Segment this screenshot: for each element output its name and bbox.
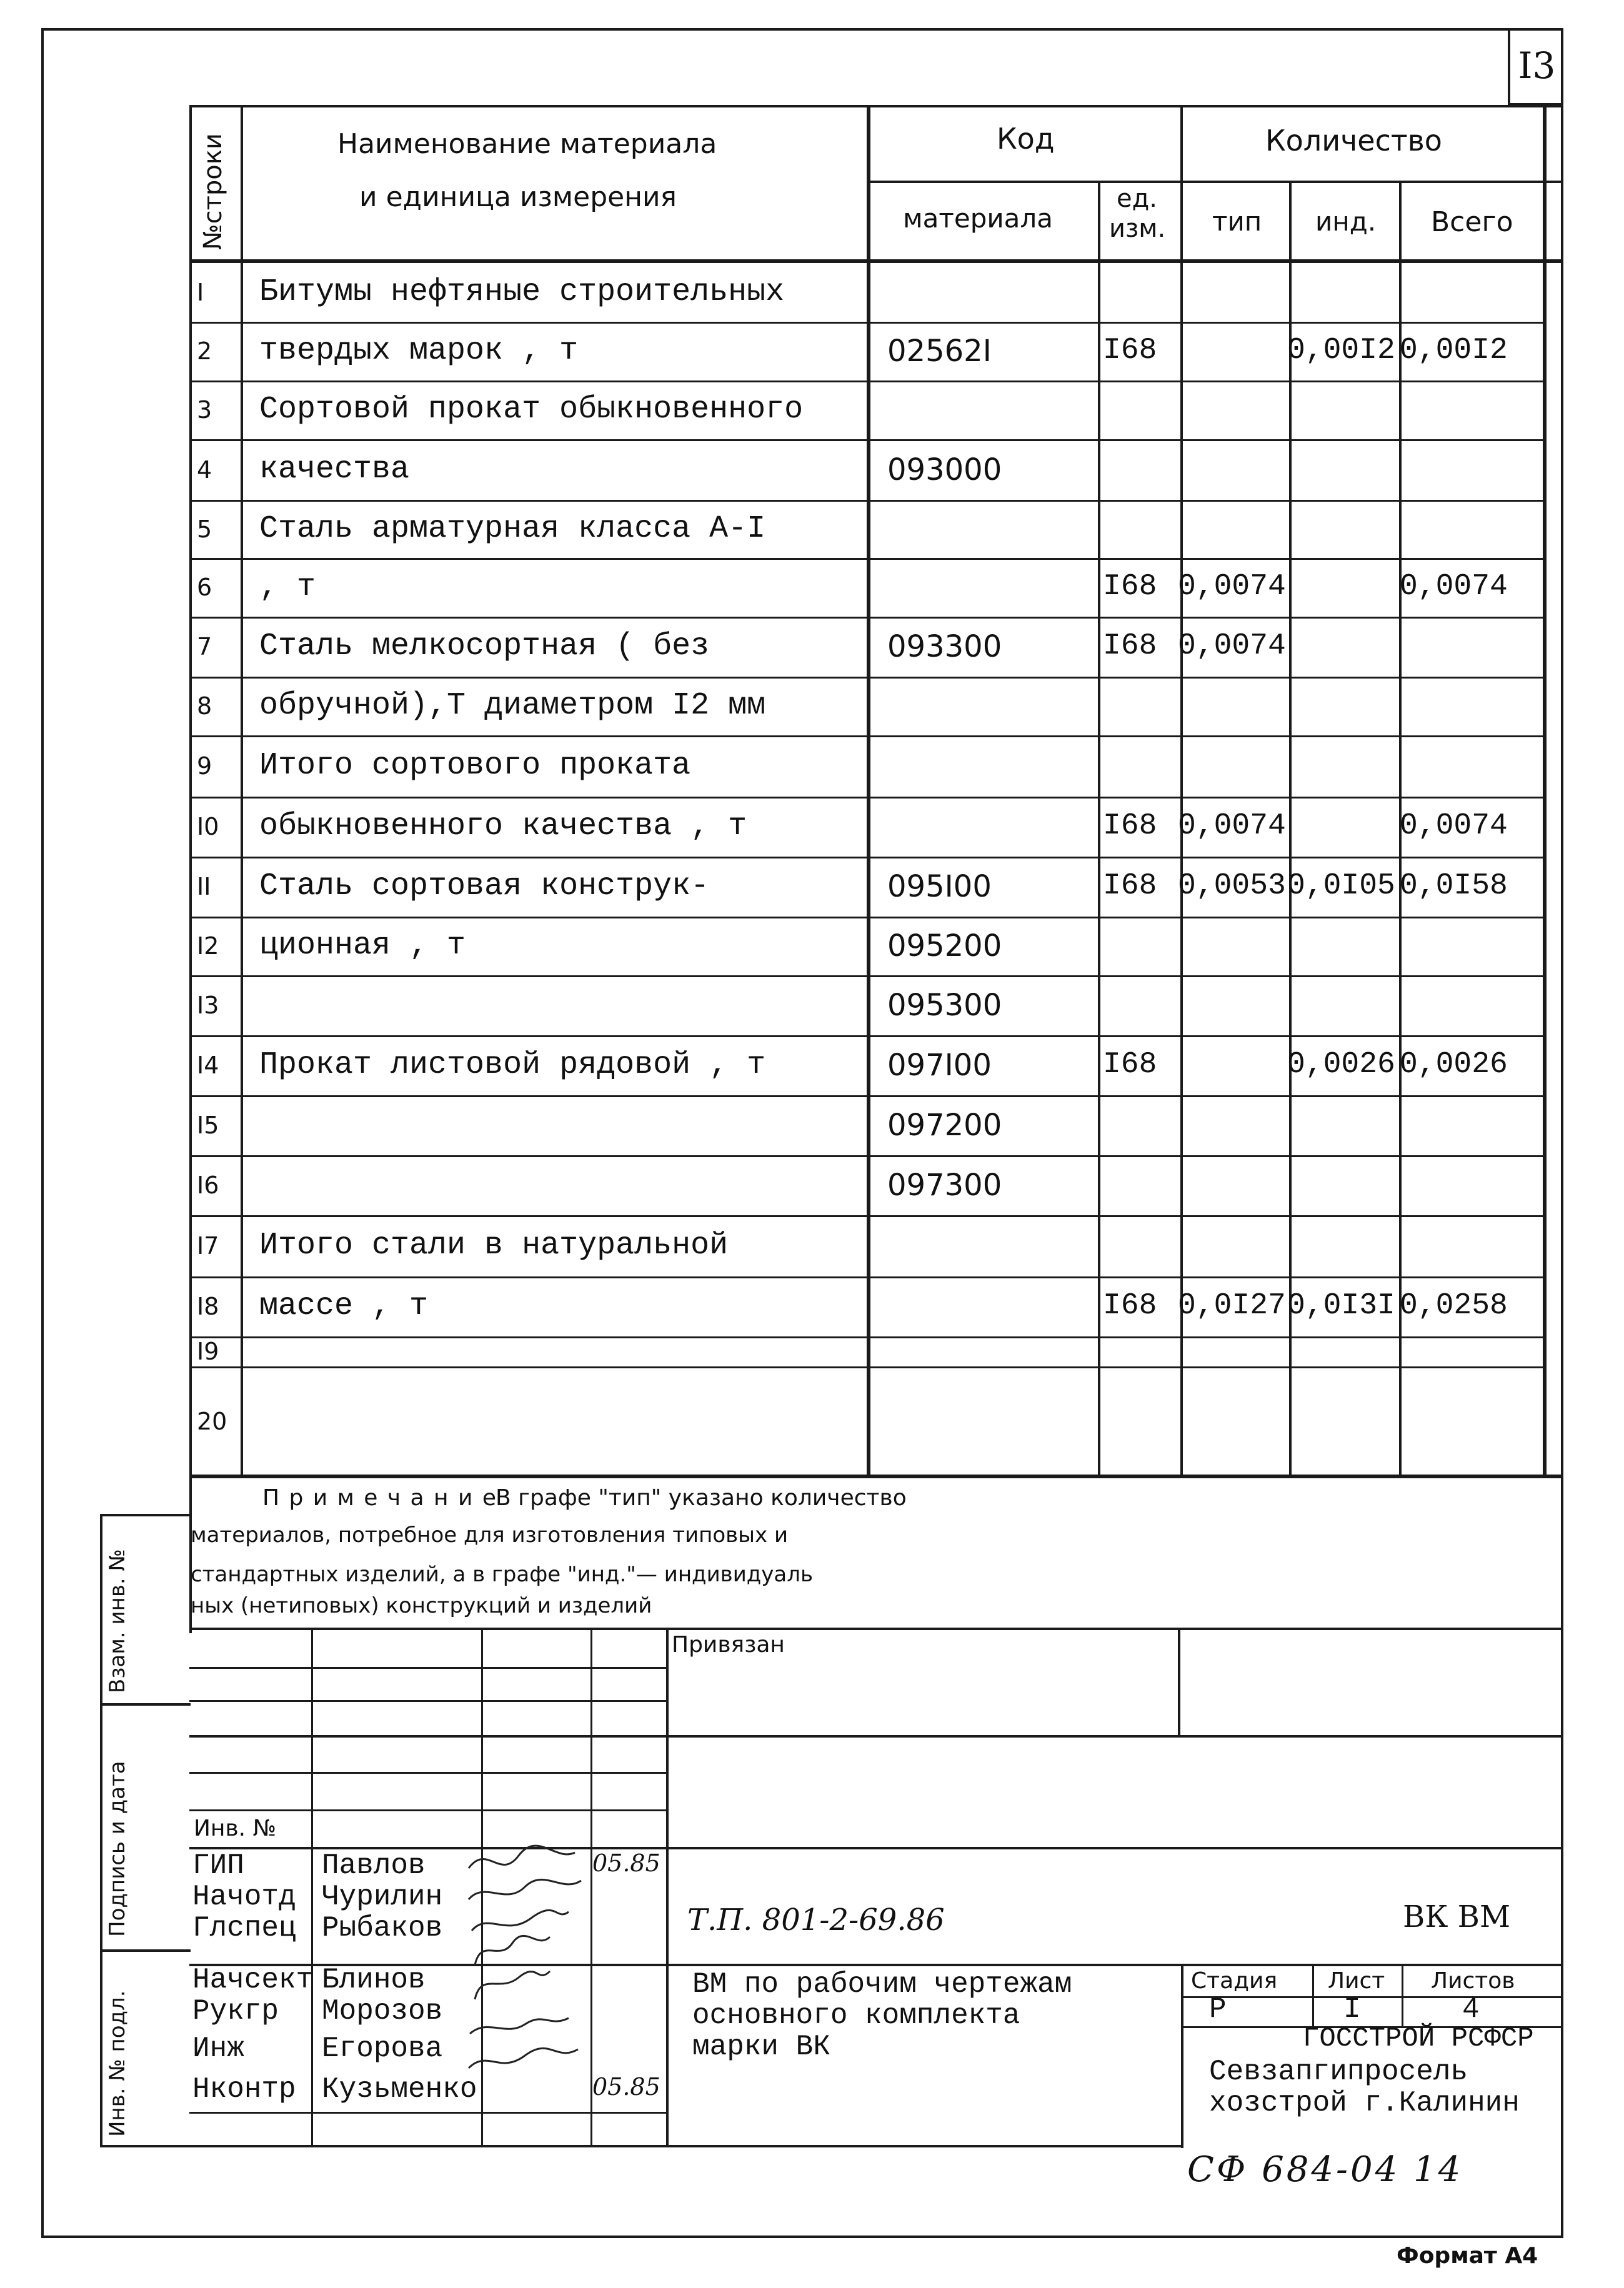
table-cell-ind: 0,0026 [1287, 1048, 1395, 1082]
table-cell-n: I9 [197, 1338, 219, 1366]
qty-total-header: Всего [1431, 206, 1513, 238]
table-cell-total: 0,0258 [1400, 1289, 1508, 1323]
note-lead: П р и м е ч а н и е [262, 1485, 498, 1511]
table-cell-n: I2 [197, 932, 219, 960]
table-cell-unit: I68 [1103, 334, 1157, 368]
signer-name: Павлов [322, 1849, 426, 1882]
org-line1: ГОССТРОЙ РСФСР [1303, 2023, 1534, 2054]
table-cell-typ: 0,0074 [1178, 809, 1286, 843]
table-cell-n: 2 [197, 337, 212, 366]
inv-podl-label: Инв. № подл. [105, 1990, 130, 2137]
table-cell-unit: I68 [1103, 809, 1157, 843]
privyazan-label: Привязан [672, 1632, 785, 1658]
table-cell-name: Сталь арматурная класса А-I [259, 510, 766, 547]
row-divider [189, 381, 1545, 382]
table-cell-ind: 0,0I05 [1287, 869, 1395, 903]
table-cell-name: Итого сортового проката [259, 748, 691, 784]
table-cell-code: 095200 [887, 928, 1002, 964]
document-code: Т.П. 801-2-69.86 [687, 1903, 945, 1937]
row-divider [189, 1366, 1545, 1368]
signer-role: Нконтр [192, 2073, 296, 2106]
signer-date: 05.85 [592, 2073, 660, 2101]
code-header: Код [997, 122, 1055, 156]
signer-name: Кузьменко [322, 2073, 477, 2106]
sheets-value: 4 [1462, 1993, 1480, 2026]
row-divider [189, 1095, 1545, 1097]
table-cell-n: 7 [197, 633, 212, 661]
name-header-line2: и единица измерения [359, 181, 677, 213]
sheets-label: Листов [1431, 1968, 1515, 1994]
table-cell-code: 097200 [887, 1108, 1002, 1143]
table-cell-name: обыкновенного качества , т [259, 808, 747, 845]
table-cell-name: Сортовой прокат обыкновенного [259, 392, 804, 428]
qty-ind-header: инд. [1315, 206, 1377, 237]
table-cell-name: Итого стали в натуральной [259, 1228, 729, 1264]
signer-role: Начсект [192, 1964, 314, 1996]
row-divider [189, 1215, 1545, 1217]
table-cell-unit: I68 [1103, 1048, 1157, 1082]
table-cell-name: обручной),Т диаметром I2 мм [259, 688, 766, 724]
row-divider [189, 975, 1545, 977]
row-divider [189, 1336, 1545, 1338]
table-cell-n: 8 [197, 692, 212, 720]
table-cell-n: I8 [197, 1293, 219, 1321]
table-cell-name: Сталь мелкосортная ( без [259, 629, 710, 665]
drawing-mark: ВК ВМ [1403, 1899, 1511, 1934]
quantity-header: Количество [1265, 124, 1442, 157]
vzam-inv-label: Взам. инв. № [105, 1549, 130, 1693]
row-divider [189, 617, 1545, 619]
table-cell-unit: I68 [1103, 869, 1157, 903]
signer-name: Морозов [322, 1995, 443, 2027]
row-divider [189, 677, 1545, 679]
table-cell-n: I5 [197, 1112, 219, 1140]
row-divider [189, 322, 1545, 324]
page-number: I3 [1508, 28, 1563, 106]
table-cell-typ: 0,0074 [1178, 570, 1286, 604]
code-material-header: материала [903, 203, 1054, 234]
table-cell-total: 0,0074 [1400, 570, 1508, 604]
row-divider [189, 1276, 1545, 1278]
signer-role: Начотд [192, 1881, 296, 1913]
table-cell-n: 5 [197, 515, 212, 543]
table-cell-n: 3 [197, 396, 212, 424]
table-cell-n: 9 [197, 752, 212, 780]
title-line3: марки ВК [692, 2031, 830, 2063]
table-cell-ind: 0,0I3I [1287, 1289, 1395, 1323]
row-divider [189, 439, 1545, 441]
unit-header-line1: ед. [1117, 184, 1157, 213]
qty-type-header: тип [1212, 206, 1262, 237]
row-divider [189, 500, 1545, 502]
table-cell-typ: 0,0053 [1178, 869, 1286, 903]
note-line1: В графе "тип" указано количество [496, 1485, 907, 1511]
table-cell-total: 0,0074 [1400, 809, 1508, 843]
table-cell-unit: I68 [1103, 1289, 1157, 1323]
sheet-value: I [1343, 1993, 1361, 2026]
row-divider [189, 735, 1545, 737]
row-divider [189, 1035, 1545, 1037]
signature-marks [462, 1843, 587, 2143]
name-header-line1: Наименование материала [337, 128, 717, 160]
table-cell-ind: 0,00I2 [1287, 334, 1395, 368]
row-divider [189, 917, 1545, 918]
table-cell-name: Прокат листовой рядовой , т [259, 1047, 766, 1083]
table-cell-n: I7 [197, 1232, 219, 1260]
table-cell-code: 095300 [887, 988, 1002, 1023]
title-line2: основного комплекта [692, 1999, 1020, 2032]
table-cell-name: Битумы нефтяные строительных [259, 274, 785, 311]
table-cell-n: 6 [197, 574, 212, 602]
table-cell-n: 20 [197, 1407, 227, 1435]
table-cell-n: I4 [197, 1052, 219, 1080]
table-cell-name: твердых марок , т [259, 333, 579, 369]
table-cell-name: ционная , т [259, 928, 466, 964]
note-line4: ных (нетиповых) конструкций и изделий [191, 1593, 652, 1618]
unit-header-line2: изм. [1109, 214, 1166, 243]
table-cell-unit: I68 [1103, 570, 1157, 604]
row-divider [189, 1155, 1545, 1157]
table-cell-code: 095I00 [887, 869, 992, 905]
table-cell-code: 02562I [887, 334, 992, 369]
signer-name: Блинов [322, 1964, 426, 1996]
table-cell-code: 097300 [887, 1168, 1002, 1203]
table-cell-typ: 0,0074 [1178, 629, 1286, 664]
table-cell-name: , т [259, 569, 316, 605]
org-line2: Севзапгипросель [1209, 2056, 1468, 2088]
signer-role: Инж [192, 2032, 244, 2065]
handwritten-code: СФ 684-04 14 [1187, 2149, 1463, 2190]
inv-no-label: Инв. № [194, 1816, 277, 1841]
row-divider [189, 857, 1545, 858]
signer-name: Чурилин [322, 1881, 443, 1913]
signer-date: 05.85 [592, 1849, 660, 1877]
format-label: Формат А4 [1397, 2243, 1538, 2269]
row-divider [189, 558, 1545, 560]
stage-label: Стадия [1191, 1968, 1278, 1994]
stage-value: Р [1209, 1993, 1227, 2026]
table-cell-n: II [197, 873, 211, 901]
table-cell-unit: I68 [1103, 629, 1157, 664]
table-cell-n: I3 [197, 992, 219, 1020]
signer-role: Рукгр [192, 1995, 279, 2027]
table-cell-typ: 0,0I27 [1178, 1289, 1286, 1323]
table-cell-name: массе , т [259, 1288, 429, 1325]
table-cell-n: I0 [197, 813, 219, 841]
signer-role: Глспец [192, 1912, 296, 1944]
signer-name: Егорова [322, 2032, 443, 2065]
table-cell-code: 093000 [887, 452, 1002, 487]
table-cell-total: 0,00I2 [1400, 334, 1508, 368]
row-number-header: №строки [199, 133, 227, 250]
table-cell-total: 0,0026 [1400, 1048, 1508, 1082]
table-cell-n: I [197, 279, 204, 307]
note-line2: материалов, потребное для изготовления типовых и [191, 1523, 789, 1548]
title-line1: ВМ по рабочим чертежам [692, 1968, 1072, 2001]
table-cell-name: качества [259, 451, 410, 487]
sheet-label: Лист [1328, 1968, 1385, 1994]
row-divider [189, 797, 1545, 798]
org-line3: хозстрой г.Калинин [1209, 2087, 1520, 2119]
note-line3: стандартных изделий, а в графе "инд."— индивидуаль [191, 1562, 814, 1587]
table-cell-total: 0,0I58 [1400, 869, 1508, 903]
table-cell-code: 093300 [887, 629, 1002, 665]
signer-role: ГИП [192, 1849, 244, 1882]
table-cell-name: Сталь сортовая конструк- [259, 868, 710, 905]
table-cell-n: I6 [197, 1171, 219, 1200]
table-cell-code: 097I00 [887, 1048, 992, 1083]
podpis-data-label: Подпись и дата [105, 1761, 130, 1937]
signer-name: Рыбаков [322, 1912, 443, 1944]
table-cell-n: 4 [197, 455, 212, 484]
